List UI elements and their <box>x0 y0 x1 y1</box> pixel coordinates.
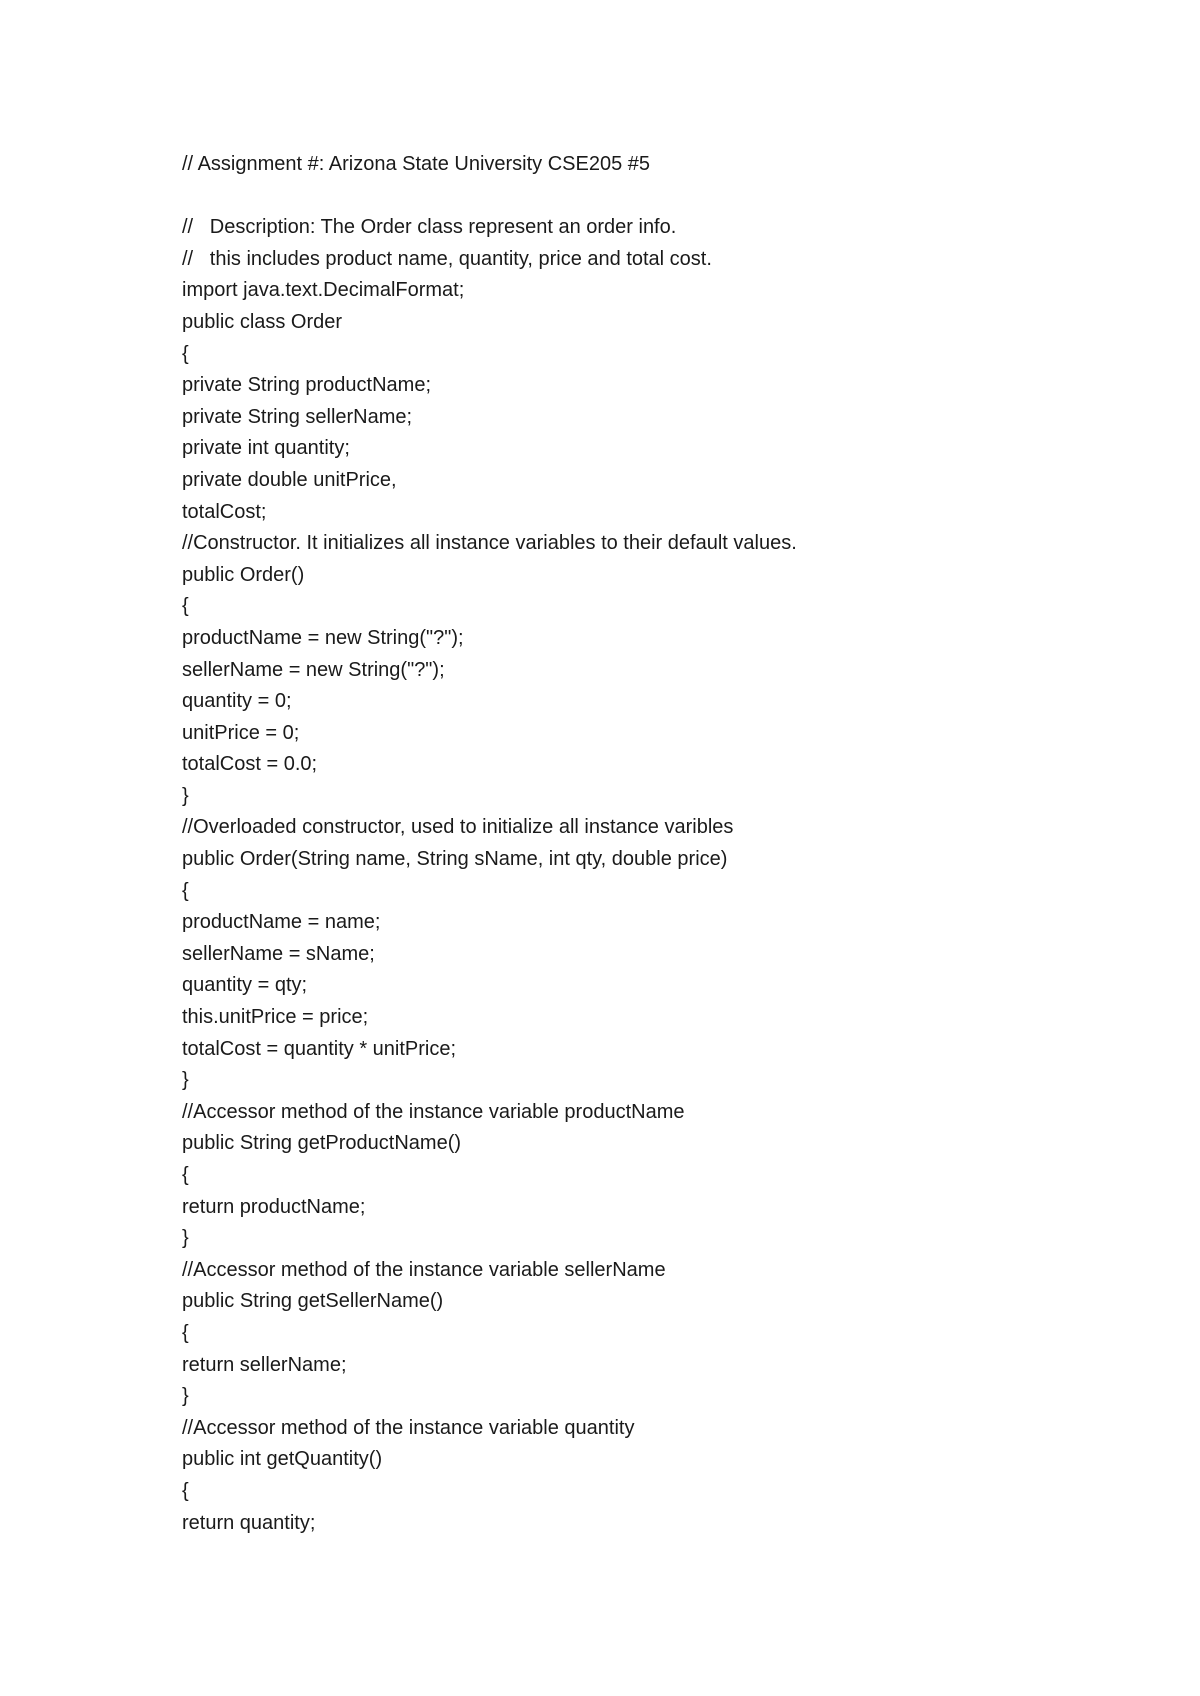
code-line: // this includes product name, quantity, price and total cost. <box>182 247 712 270</box>
code-line: private String sellerName; <box>182 405 413 428</box>
code-line: { <box>182 595 189 618</box>
blank-line <box>182 181 1142 213</box>
code-line: public String getSellerName() <box>182 1290 444 1313</box>
code-line: //Constructor. It initializes all instance variables to their default values. <box>182 532 797 555</box>
code-line: //Accessor method of the instance variable quantity <box>182 1416 635 1439</box>
code-line: productName = new String("?"); <box>182 626 464 649</box>
code-line: public int getQuantity() <box>182 1448 383 1471</box>
code-line: totalCost; <box>182 500 267 523</box>
code-line: private String productName; <box>182 374 432 397</box>
code-line: //Accessor method of the instance variable sellerName <box>182 1258 666 1281</box>
code-line: return sellerName; <box>182 1353 347 1376</box>
code-line: public String getProductName() <box>182 1132 462 1155</box>
code-line: public Order(String name, String sName, int qty, double price) <box>182 848 728 871</box>
code-line: } <box>182 1069 189 1092</box>
code-line: // Description: The Order class represent an order info. <box>182 216 677 239</box>
code-line: totalCost = 0.0; <box>182 753 318 776</box>
code-line: public Order() <box>182 563 305 586</box>
code-line: return productName; <box>182 1195 366 1218</box>
code-line: private double unitPrice, <box>182 468 397 491</box>
code-line: } <box>182 1227 189 1250</box>
code-line: return quantity; <box>182 1511 316 1534</box>
code-line: unitPrice = 0; <box>182 721 300 744</box>
code-line: public class Order <box>182 310 343 333</box>
code-line: this.unitPrice = price; <box>182 1006 369 1029</box>
code-line: { <box>182 879 189 902</box>
code-line: quantity = qty; <box>182 974 308 997</box>
code-line: //Overloaded constructor, used to initialize all instance varibles <box>182 816 734 839</box>
code-line: { <box>182 1164 189 1186</box>
code-line: import java.text.DecimalFormat; <box>182 279 465 302</box>
code-line: { <box>182 1479 189 1502</box>
code-line: { <box>182 1321 189 1344</box>
code-line: totalCost = quantity * unitPrice; <box>182 1037 457 1060</box>
code-line: sellerName = new String("?"); <box>182 658 445 681</box>
code-line: //Accessor method of the instance variable productName <box>182 1100 685 1123</box>
code-line: { <box>182 342 189 365</box>
code-line: } <box>182 784 189 807</box>
code-listing <box>182 149 1142 1539</box>
code-line: } <box>182 1385 189 1408</box>
code-line: sellerName = sName; <box>182 942 375 965</box>
code-line: private int quantity; <box>182 437 350 460</box>
assignment-header: // Assignment #: Arizona State University CSE205 #5 <box>182 153 651 175</box>
code-line: quantity = 0; <box>182 690 292 713</box>
code-line: productName = name; <box>182 911 381 934</box>
